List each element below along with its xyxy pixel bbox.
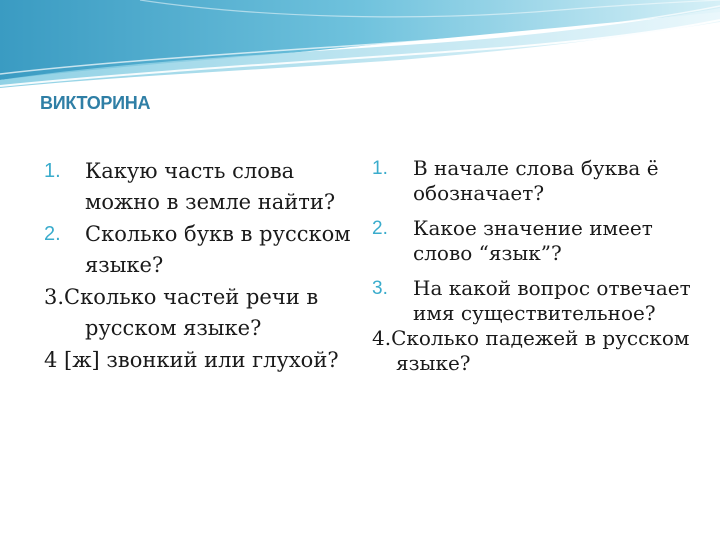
question-text: Какое значение имеет слово “язык”? [413,216,653,265]
question-text: 4 [ж] звонкий или глухой? [44,348,339,372]
slide-title: ВИКТОРИНА [40,93,151,113]
list-item [372,276,702,326]
right-question-column [372,156,702,376]
question-text: В начале слова буква ё обозначает? [413,156,659,205]
left-question-column [44,156,354,376]
question-text: 4.Сколько падежей в русском языке? [372,326,690,375]
decorative-wave-header [0,0,720,90]
list-item [372,216,702,266]
question-text: Какую часть слова можно в земле найти? [85,159,336,214]
list-number: 1. [372,158,388,179]
list-number: 3. [372,278,388,299]
question-text: На какой вопрос отвечает имя существительное? [413,276,691,325]
list-item [44,156,354,218]
list-number: 2. [44,223,61,245]
list-number: 1. [44,160,61,182]
list-number: 2. [372,218,388,239]
list-item [44,219,354,281]
question-text: Сколько букв в русском языке? [85,222,351,277]
question-text: 3.Сколько частей речи в русском языке? [44,285,319,340]
list-item [372,156,702,206]
